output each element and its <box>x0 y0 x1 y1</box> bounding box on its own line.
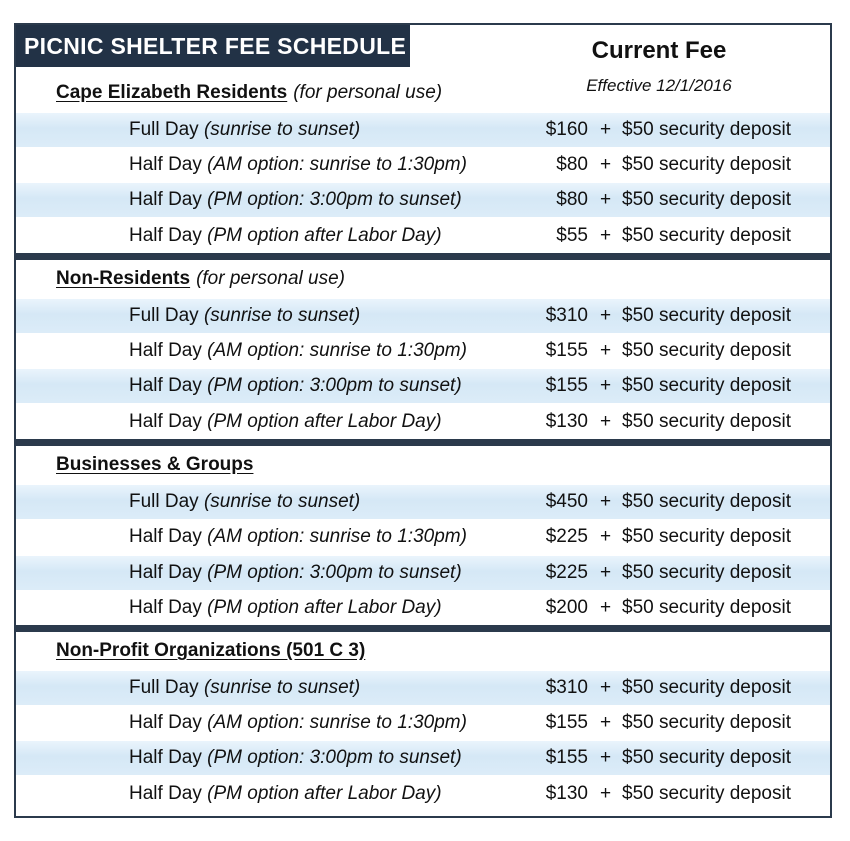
fee-row <box>16 183 830 217</box>
security-deposit: $50 security deposit <box>622 305 791 326</box>
plus-sign: + <box>600 597 612 618</box>
fee-price: $310 <box>545 305 588 326</box>
plus-sign: + <box>600 562 612 583</box>
fee-price: $225 <box>545 562 588 583</box>
section-name: Non-Profit Organizations (501 C 3) <box>56 640 366 661</box>
effective-date: Effective 12/1/2016 <box>586 76 732 95</box>
page-title: PICNIC SHELTER FEE SCHEDULE <box>16 25 410 67</box>
fee-description: Half Day (AM option: sunrise to 1:30pm) <box>129 712 467 733</box>
fee-price: $155 <box>545 375 588 396</box>
fee-row <box>16 706 830 740</box>
fee-description: Half Day (PM option: 3:00pm to sunset) <box>129 189 462 210</box>
security-deposit: $50 security deposit <box>622 677 791 698</box>
fee-price: $155 <box>545 340 588 361</box>
fee-description: Full Day (sunrise to sunset) <box>129 491 361 512</box>
fee-row <box>16 148 830 182</box>
security-deposit: $50 security deposit <box>622 491 791 512</box>
section-name: Cape Elizabeth Residents <box>56 82 288 103</box>
fee-description: Full Day (sunrise to sunset) <box>129 677 361 698</box>
fee-price: $55 <box>556 225 588 246</box>
plus-sign: + <box>600 189 612 210</box>
plus-sign: + <box>600 491 612 512</box>
security-deposit: $50 security deposit <box>622 154 791 175</box>
fee-description: Half Day (PM option after Labor Day) <box>129 597 442 618</box>
fee-row <box>16 113 830 147</box>
fee-row <box>16 520 830 554</box>
fee-row <box>16 299 830 333</box>
section-header-residents <box>56 82 442 104</box>
section-header-non-profit <box>56 640 365 662</box>
fee-description: Full Day (sunrise to sunset) <box>129 305 361 326</box>
fee-description: Half Day (PM option: 3:00pm to sunset) <box>129 562 462 583</box>
fee-price: $130 <box>545 783 588 804</box>
fee-price: $225 <box>545 526 588 547</box>
plus-sign: + <box>600 411 612 432</box>
plus-sign: + <box>600 526 612 547</box>
fee-row <box>16 485 830 519</box>
fee-description: Full Day (sunrise to sunset) <box>129 119 361 140</box>
fee-row <box>16 219 830 253</box>
plus-sign: + <box>600 747 612 768</box>
fee-schedule-frame <box>14 23 832 818</box>
fee-description: Half Day (PM option after Labor Day) <box>129 411 442 432</box>
security-deposit: $50 security deposit <box>622 783 791 804</box>
fee-row <box>16 671 830 705</box>
section-divider <box>16 625 830 632</box>
fee-row <box>16 405 830 439</box>
plus-sign: + <box>600 154 612 175</box>
fee-price: $450 <box>545 491 588 512</box>
plus-sign: + <box>600 225 612 246</box>
plus-sign: + <box>600 375 612 396</box>
plus-sign: + <box>600 677 612 698</box>
plus-sign: + <box>600 305 612 326</box>
security-deposit: $50 security deposit <box>622 340 791 361</box>
fee-price: $130 <box>545 411 588 432</box>
security-deposit: $50 security deposit <box>622 375 791 396</box>
fee-description: Half Day (PM option: 3:00pm to sunset) <box>129 375 462 396</box>
plus-sign: + <box>600 712 612 733</box>
plus-sign: + <box>600 340 612 361</box>
fee-description: Half Day (AM option: sunrise to 1:30pm) <box>129 340 467 361</box>
section-note: (for personal use) <box>196 268 345 289</box>
fee-price: $155 <box>545 712 588 733</box>
security-deposit: $50 security deposit <box>622 411 791 432</box>
fee-row <box>16 591 830 625</box>
fee-row <box>16 334 830 368</box>
fee-price: $80 <box>556 154 588 175</box>
plus-sign: + <box>600 119 612 140</box>
fee-description: Half Day (AM option: sunrise to 1:30pm) <box>129 526 467 547</box>
section-name: Non-Residents <box>56 268 191 289</box>
fee-description: Half Day (PM option after Labor Day) <box>129 783 442 804</box>
fee-description: Half Day (PM option after Labor Day) <box>129 225 442 246</box>
fee-price: $80 <box>556 189 588 210</box>
security-deposit: $50 security deposit <box>622 526 791 547</box>
fee-description: Half Day (PM option: 3:00pm to sunset) <box>129 747 462 768</box>
fee-price: $200 <box>545 597 588 618</box>
fee-row <box>16 556 830 590</box>
security-deposit: $50 security deposit <box>622 597 791 618</box>
security-deposit: $50 security deposit <box>622 119 791 140</box>
section-note: (for personal use) <box>293 82 443 103</box>
fee-price: $155 <box>545 747 588 768</box>
security-deposit: $50 security deposit <box>622 562 791 583</box>
fee-price: $310 <box>545 677 588 698</box>
fee-price: $160 <box>545 119 588 140</box>
plus-sign: + <box>600 783 612 804</box>
fee-description: Half Day (AM option: sunrise to 1:30pm) <box>129 154 467 175</box>
security-deposit: $50 security deposit <box>622 225 791 246</box>
fee-row <box>16 741 830 775</box>
section-header-non-residents <box>56 268 345 290</box>
section-header-businesses <box>56 454 253 476</box>
fee-row <box>16 369 830 403</box>
section-name: Businesses & Groups <box>56 454 254 475</box>
section-divider <box>16 439 830 446</box>
security-deposit: $50 security deposit <box>622 747 791 768</box>
current-fee-header: Current Fee <box>591 37 727 64</box>
security-deposit: $50 security deposit <box>622 189 791 210</box>
security-deposit: $50 security deposit <box>622 712 791 733</box>
fee-row <box>16 777 830 811</box>
section-divider <box>16 253 830 260</box>
